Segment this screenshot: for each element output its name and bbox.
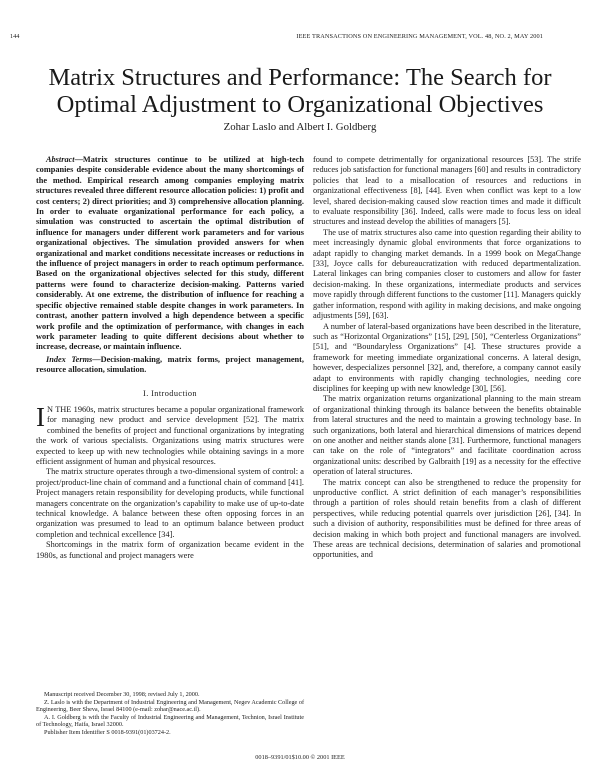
abstract-label: Abstract	[46, 155, 75, 164]
footnote: Publisher Item Identifier S 0018-9391(01)03724-2.	[44, 728, 171, 736]
body-paragraph: found to compete detrimentally for organizational resources [53]. The strife reduces job satisfaction for functional managers [60] and results in contradictory policies that lead to a misallocation of resources and reductions in organizational effectiveness [8], [44]. Even when conflict was kept to a low level, shared decision-making caused slow reaction times and made it difficult to evaluate responsibility [36]. Indeed, calls were made to focus less on ideal structures and instead develop the abilities of managers [5].	[313, 155, 581, 227]
body-paragraph: A number of lateral-based organizations have been described in the literature, such as “Horizontal Organizations” [15], [29], [50], “Centerless Organizations” [51], and “Boundaryless Organizations” [4]. These structures provide a framework for meeting immediate organizational concerns. A lateral design, however, despecializes personnel [32], and, therefore, a company cannot easily adapt to environments with rapidly changing technologies, needing core disciplines for keeping up with new knowledge [30], [56].	[313, 321, 581, 393]
paper-title	[0, 64, 600, 118]
right-column	[313, 155, 581, 561]
body-paragraph: The matrix concept can also be strengthened to reduce the propensity for unproductive conflict. A strict definition of each manager’s responsibilities through a partition of roles should retain benefits from a clash of different perspectives, while reducing potential quarrels over jurisdiction [26], [34]. In such a division of authority, responsibilities must be defined for three areas of decision making in which both project and functional managers are involved. These areas are technical decisions, determination of salaries and promotional opportunities, and	[313, 477, 581, 560]
intro-first-words: N THE 1960s,	[47, 404, 96, 414]
abstract-text: —Matrix structures continue to be utilized at high-tech companies despite considerable evidence about the many shortcomings of the method. Empirical research among companies employing matrix structures revealed three different resource allocation policies: 1) profit and cost centers; 2) direct priorities; and 3) comprehensive allocation planning. In order to evaluate organizational performance for each policy, a simulation was constructed to ascertain the optimal distribution of influence for managers under different work parameters and for various organizational objectives. The simulation provided answers for when organizational and market conditions necessitate increases or reductions in the influence of project managers in order to reach optimum performance. Based on the organizational objectives selected for this study, different patterns were found to characterize decision-making. Patterns varied considerably. At one extreme, the distribution of influence for reaching a specific objective remained stable despite changes in work parameters. In contrast, another pattern involved a high dependence between a specific work profile and the optimization of performance, with changes in each work parameter leading to quite different decisions about whether to increase, decrease, or maintain influence.	[36, 155, 304, 352]
footnotes	[36, 691, 304, 737]
title-line: Optimal Adjustment to Organizational Objectives	[56, 91, 544, 118]
footnote: Manuscript received December 30, 1998; revised July 1, 2000.	[44, 691, 200, 698]
section-heading: I. Introduction	[143, 388, 197, 398]
abstract	[36, 155, 304, 353]
intro-text: matrix structures became a popular organizational framework for managing new product and service development [52]. The matrix combined the benefits of project and functional organizations by integrating the work of various specialists. Organizations using matrix structures were expected to keep up with new technologies while obtaining savings in a more efficient assignment of human and physical resources.	[36, 404, 305, 466]
body-paragraph: The use of matrix structures also came into question regarding their ability to meet increasingly dynamic global environments that force organizations to adapt rapidly to changing market demands. In a 1999 book on MegaChange [33], Joyce calls for debureaucratization with reduced departmentalization. Lateral linkages can bring companies closer to customers and allow for faster decision-making. In these organizations, intermediate products and services move rapidly through different functions to the customer [11]. Managers quickly gather information, respond with agility in making decisions, and make ongoing adjustments [59], [63].	[313, 227, 581, 321]
intro-paragraph: The matrix structure operates through a two-dimensional system of control: a project/product-line chain of command and a functional chain of command [41]. Project managers retain responsibility for developing products, while functional managers concentrate on the organization’s capability to make use of up-to-date technical knowledge. A balance between these often opposing forces in an organization was presumed to lead to an optimum balance between product completion and technical excellence [34].	[36, 467, 304, 539]
left-column	[36, 155, 304, 561]
journal-line: IEEE TRANSACTIONS ON ENGINEERING MANAGEMENT, VOL. 48, NO. 2, MAY 2001	[296, 33, 543, 40]
title-line: Matrix Structures and Performance: The Search for	[48, 64, 552, 91]
footnote: Z. Laslo is with the Department of Industrial Engineering and Management, Negev Academic College of Engineering, Beer Sheva, Israel 84100 (e-mail: zohar@nace.ac.il).	[36, 698, 304, 714]
copyright-footer: 0018–9391/01$10.00 © 2001 IEEE	[255, 754, 345, 761]
intro-paragraph: Shortcomings in the matrix form of organization became evident in the 1980s, as functional and project managers were	[36, 540, 304, 560]
drop-cap: I	[36, 401, 45, 432]
body-paragraph: The matrix organization returns organizational planning to the main stream of organizational thinking through its balance between the benefits obtainable from lateral structures and the need to maintain a growing technology base. In such organizations, both lateral and hierarchical dimensions of matrices depend on one another and neither stands alone [31]. Furthermore, functional managers can take on the role of “integrators” and facilitate coordination across organizational units: described by Galbraith [19] as a necessity for the effective operation of lateral structures.	[313, 394, 581, 477]
footnote: A. I. Goldberg is with the Faculty of Industrial Engineering and Management, Technion, Israel Institute of Technology, Haifa, Israel 32000.	[36, 713, 304, 729]
page-number: 144	[10, 33, 20, 40]
index-terms-text: —Decision-making, matrix forms, project management, resource allocation, simulation.	[36, 354, 304, 375]
intro-paragraph	[36, 401, 305, 467]
authors: Zohar Laslo and Albert I. Goldberg	[223, 121, 377, 133]
index-terms	[36, 355, 304, 376]
index-terms-label: Index Terms	[46, 354, 93, 364]
